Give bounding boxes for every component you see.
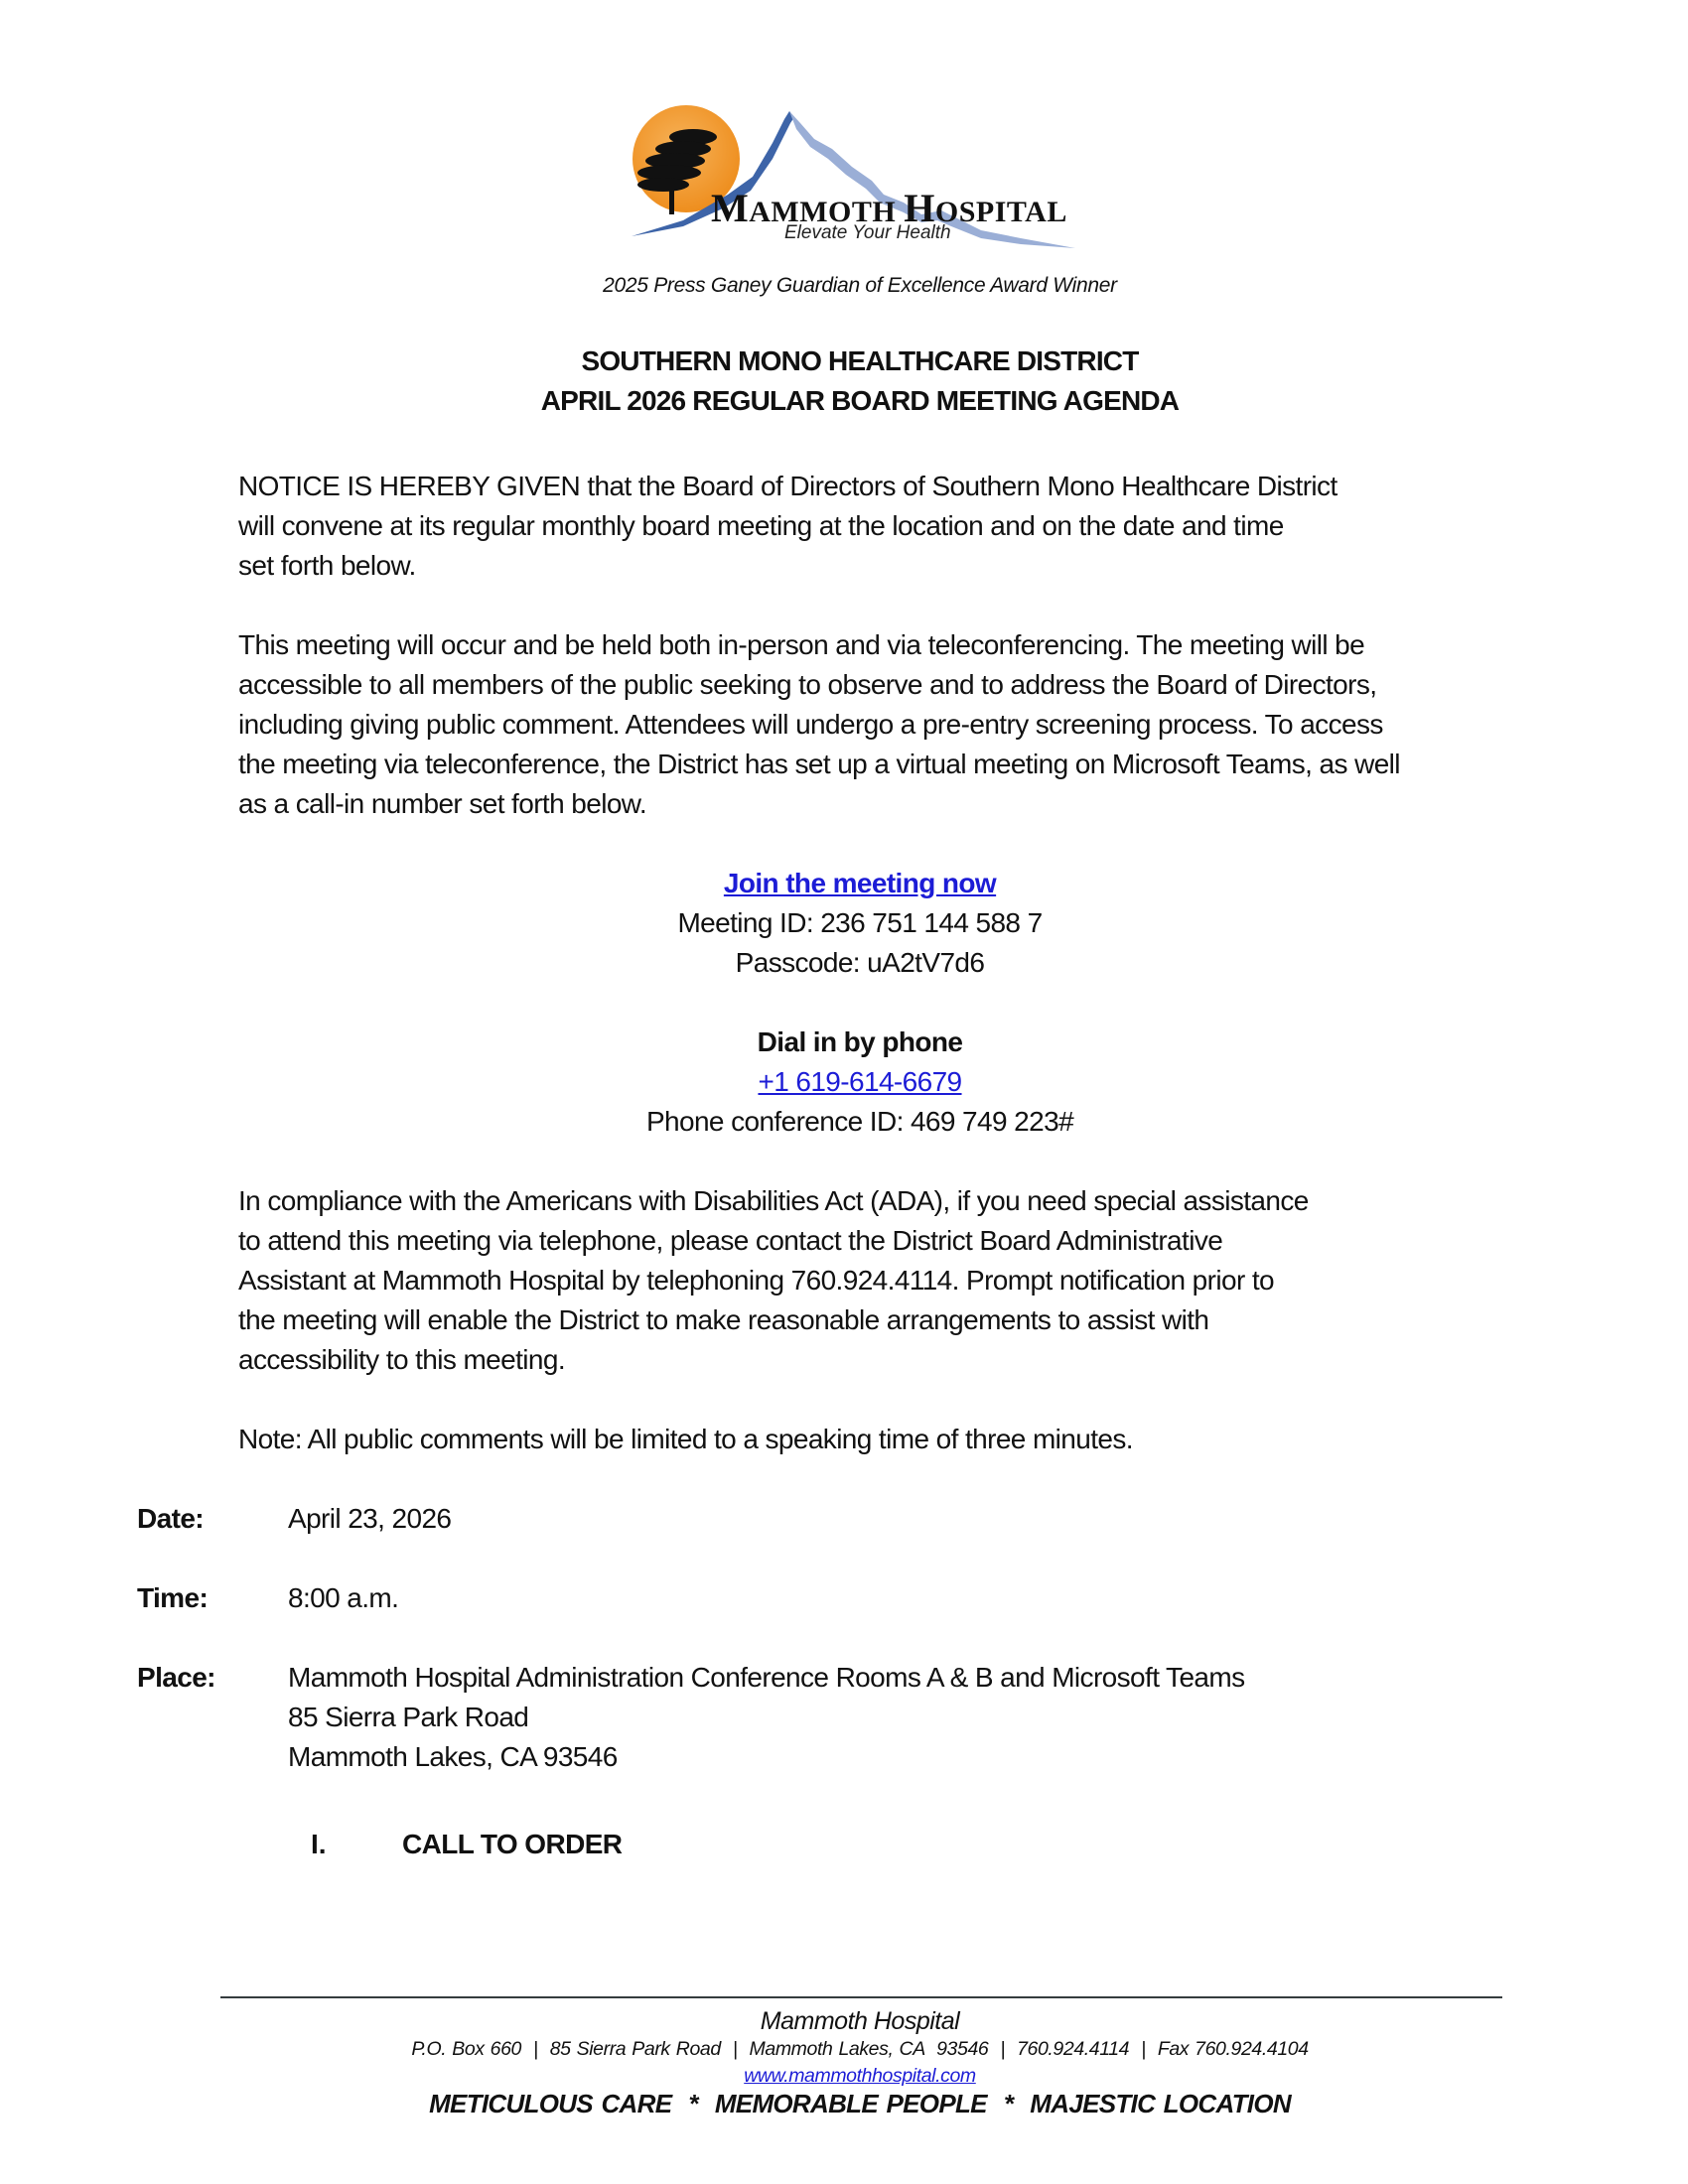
agenda-title: APRIL 2026 REGULAR BOARD MEETING AGENDA: [540, 385, 1180, 416]
date-value-text: April 23, 2026: [288, 1503, 452, 1534]
date-value: [288, 1499, 451, 1539]
join-meeting-link[interactable]: Join the meeting now: [723, 868, 997, 898]
meeting-passcode: Passcode: uA2tV7d6: [735, 947, 985, 978]
public-comment-note: [238, 1420, 1628, 1459]
logo-tagline: Elevate Your Health: [784, 222, 951, 243]
footer-address: [0, 2038, 1688, 2061]
teleconference-line: This meeting will occur and be held both in-person and via teleconferencing. The meeting will be: [238, 629, 1365, 660]
website-link[interactable]: www.mammothhospital.com: [744, 2065, 976, 2087]
date-label: Date:: [137, 1503, 205, 1534]
note-text: Note: All public comments will be limited to a speaking time of three minutes.: [238, 1424, 1133, 1454]
place-value: [288, 1658, 1245, 1777]
footer-tagline-text: METICULOUS CARE * MEMORABLE PEOPLE * MAJESTIC LOCATION: [429, 2089, 1291, 2118]
footer-hospital-name: Mammoth Hospital: [760, 2007, 960, 2035]
logo-wordmark-rest2: OSPITAL: [934, 196, 1067, 228]
award-line: 2025 Press Ganey Guardian of Excellence Award Winner: [603, 274, 1117, 297]
mammoth-hospital-logo: [624, 99, 1080, 248]
teleconference-paragraph: [238, 625, 1628, 824]
phone-conference-id: Phone conference ID: 469 749 223#: [645, 1106, 1074, 1137]
logo-wordmark-cap2: H: [904, 186, 935, 230]
notice-paragraph: [238, 467, 1628, 586]
agenda-item-title: CALL TO ORDER: [402, 1829, 623, 1859]
dial-in-heading: Dial in by phone: [757, 1026, 963, 1057]
footer-website: [0, 2065, 1688, 2088]
footer-tagline: [0, 2089, 1688, 2119]
teleconference-line: as a call-in number set forth below.: [238, 788, 647, 819]
place-line: Mammoth Lakes, CA 93546: [288, 1741, 618, 1772]
time-value-text: 8:00 a.m.: [288, 1582, 399, 1613]
district-title: SOUTHERN MONO HEALTHCARE DISTRICT: [581, 345, 1139, 376]
ada-line: to attend this meeting via telephone, please contact the District Board Administrative: [238, 1225, 1223, 1256]
notice-line: will convene at its regular monthly board meeting at the location and on the date and time: [238, 510, 1284, 541]
ada-line: the meeting will enable the District to make reasonable arrangements to assist with: [238, 1304, 1209, 1335]
footer-divider: [220, 1996, 1502, 1998]
meeting-join-block: [0, 864, 1688, 1142]
ada-line: Assistant at Mammoth Hospital by telephoning 760.924.4114. Prompt notification prior to: [238, 1265, 1274, 1296]
meeting-id: Meeting ID: 236 751 144 588 7: [677, 907, 1043, 938]
time-value: [288, 1578, 398, 1618]
place-line: 85 Sierra Park Road: [288, 1702, 529, 1732]
ada-line: In compliance with the Americans with Disabilities Act (ADA), if you need special assistance: [238, 1185, 1309, 1216]
agenda-item-number: I.: [311, 1829, 327, 1859]
dial-in-phone-link[interactable]: +1 619-614-6679: [758, 1066, 962, 1097]
place-label: Place:: [137, 1662, 215, 1693]
notice-line: NOTICE IS HEREBY GIVEN that the Board of Directors of Southern Mono Healthcare District: [238, 471, 1337, 501]
ada-paragraph: [238, 1181, 1628, 1380]
ada-line: accessibility to this meeting.: [238, 1344, 566, 1375]
notice-line: set forth below.: [238, 550, 416, 581]
time-label: Time:: [137, 1582, 209, 1613]
teleconference-line: the meeting via teleconference, the District has set up a virtual meeting on Microsoft Teams, as well: [238, 749, 1400, 779]
logo-wordmark-rest1: AMMOTH: [749, 196, 897, 228]
teleconference-line: accessible to all members of the public seeking to observe and to address the Board of Directors,: [238, 669, 1377, 700]
teleconference-line: including giving public comment. Attendees will undergo a pre-entry screening process. To access: [238, 709, 1383, 740]
place-line: Mammoth Hospital Administration Conference Rooms A & B and Microsoft Teams: [288, 1662, 1245, 1693]
footer-address-text: P.O. Box 660 | 85 Sierra Park Road | Mammoth Lakes, CA 93546 | 760.924.4114 | Fax 760.924.4104: [411, 2038, 1309, 2060]
logo-wordmark-cap1: M: [711, 186, 750, 230]
